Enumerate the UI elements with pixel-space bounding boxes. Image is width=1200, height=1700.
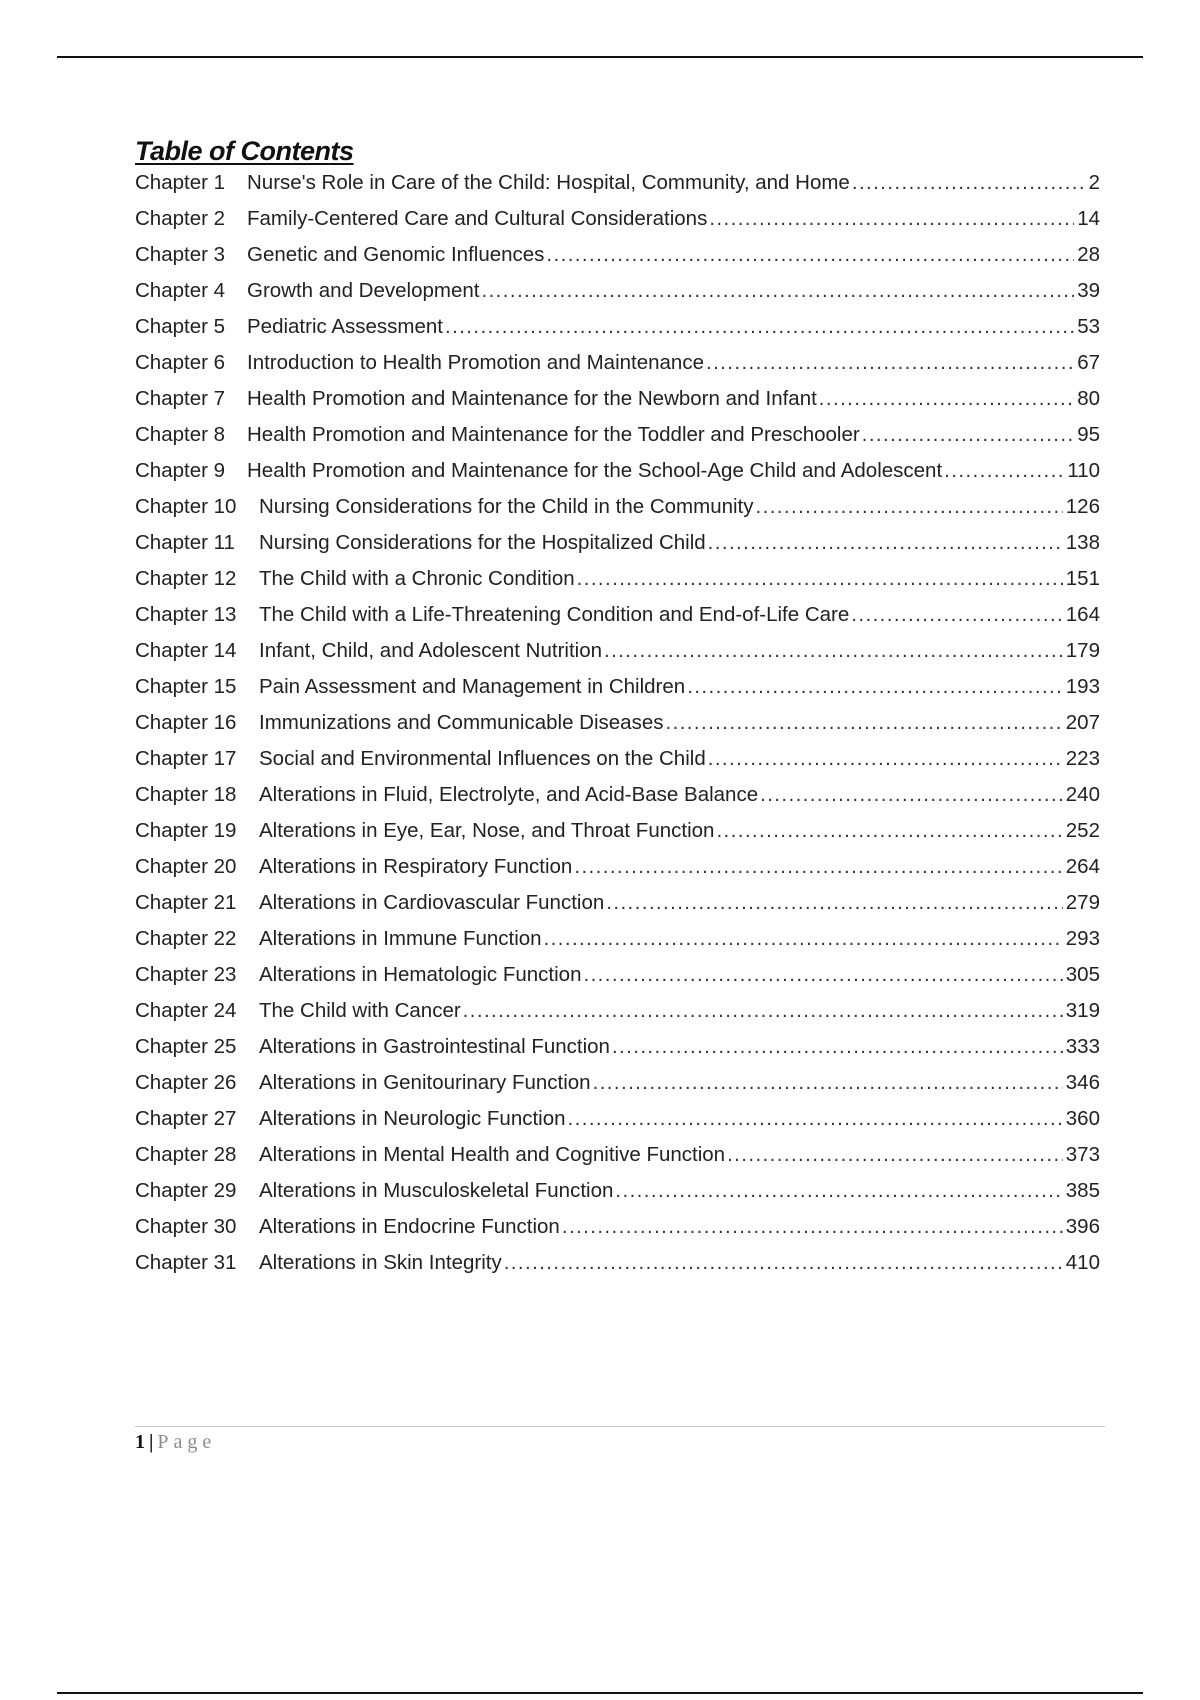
toc-entry[interactable]	[135, 453, 1100, 489]
toc-chapter-number: Chapter 27	[135, 1107, 237, 1130]
toc-page-number: 319	[1065, 999, 1100, 1022]
toc-entry-label	[135, 777, 758, 813]
toc-entry-label	[135, 1173, 613, 1209]
toc-entry-label	[135, 417, 860, 453]
toc-entry-label	[135, 561, 575, 597]
toc-page-number: 193	[1065, 675, 1100, 698]
toc-chapter-number: Chapter 12	[135, 567, 237, 590]
toc-dot-leader	[574, 849, 1062, 885]
toc-entry-label	[135, 489, 754, 525]
toc-entry-label	[135, 957, 581, 993]
toc-entry-label	[135, 1101, 566, 1137]
toc-entry-label	[135, 381, 817, 417]
toc-dot-leader	[481, 273, 1074, 309]
toc-dot-leader	[593, 1065, 1063, 1101]
toc-chapter-number: Chapter 30	[135, 1215, 237, 1238]
toc-dot-leader	[568, 1101, 1063, 1137]
toc-page-number: 164	[1065, 603, 1100, 626]
toc-entry[interactable]	[135, 1209, 1100, 1245]
toc-dot-leader	[546, 237, 1074, 273]
toc-chapter-number: Chapter 1	[135, 171, 226, 194]
toc-chapter-number: Chapter 18	[135, 783, 237, 806]
toc-chapter-number: Chapter 16	[135, 711, 237, 734]
toc-dot-leader	[687, 669, 1063, 705]
toc-page-number: 223	[1065, 747, 1100, 770]
toc-chapter-number: Chapter 24	[135, 999, 237, 1022]
toc-entry[interactable]	[135, 1173, 1100, 1209]
toc-chapter-title: Introduction to Health Promotion and Maintenance	[247, 351, 704, 374]
toc-entry[interactable]	[135, 777, 1100, 813]
toc-chapter-title: The Child with a Chronic Condition	[259, 567, 575, 590]
toc-chapter-title: The Child with a Life-Threatening Condition and End-of-Life Care	[259, 603, 850, 626]
footer-page-word: Page	[157, 1431, 217, 1453]
toc-entry[interactable]	[135, 1245, 1100, 1281]
toc-page-number: 240	[1065, 783, 1100, 806]
toc-entry[interactable]	[135, 993, 1100, 1029]
toc-page-number: 53	[1077, 315, 1100, 338]
toc-page-number: 252	[1065, 819, 1100, 842]
toc-entry[interactable]	[135, 1065, 1100, 1101]
toc-entry[interactable]	[135, 885, 1100, 921]
toc-page-number: 2	[1088, 171, 1100, 194]
toc-entry-label	[135, 1029, 610, 1065]
toc-chapter-number: Chapter 23	[135, 963, 237, 986]
toc-entry-label	[135, 525, 706, 561]
toc-entry-label	[135, 1209, 560, 1245]
toc-dot-leader	[666, 705, 1063, 741]
toc-page-number: 410	[1065, 1251, 1100, 1274]
toc-entry-label	[135, 705, 664, 741]
toc-chapter-number: Chapter 21	[135, 891, 237, 914]
toc-chapter-number: Chapter 29	[135, 1179, 237, 1202]
toc-page-number: 67	[1077, 351, 1100, 374]
toc-entry-label	[135, 741, 706, 777]
toc-entry[interactable]	[135, 561, 1100, 597]
toc-entry-label	[135, 273, 479, 309]
footer-page-number: 1	[135, 1431, 145, 1453]
toc-page-number: 14	[1077, 207, 1100, 230]
toc-chapter-number: Chapter 14	[135, 639, 237, 662]
footer-rule	[135, 1426, 1105, 1427]
toc-chapter-title: Immunizations and Communicable Diseases	[259, 711, 664, 734]
toc-entry[interactable]	[135, 741, 1100, 777]
toc-entry-label	[135, 885, 604, 921]
toc-chapter-title: Alterations in Mental Health and Cognitive Function	[259, 1143, 726, 1166]
toc-dot-leader	[727, 1137, 1063, 1173]
toc-chapter-title: Alterations in Gastrointestinal Function	[259, 1035, 610, 1058]
toc-entry-label	[135, 849, 572, 885]
toc-page-number: 179	[1065, 639, 1100, 662]
toc-entry-label	[135, 237, 544, 273]
toc-entry[interactable]	[135, 669, 1100, 705]
toc-entry-label	[135, 453, 942, 489]
toc-chapter-title: Pediatric Assessment	[247, 315, 443, 338]
toc-entry-label	[135, 1065, 591, 1101]
toc-entry[interactable]	[135, 957, 1100, 993]
toc-chapter-title: Alterations in Immune Function	[259, 927, 542, 950]
toc-chapter-title: Alterations in Skin Integrity	[259, 1251, 502, 1274]
toc-chapter-number: Chapter 15	[135, 675, 237, 698]
toc-chapter-title: Infant, Child, and Adolescent Nutrition	[259, 639, 603, 662]
toc-chapter-title: Nurse's Role in Care of the Child: Hospital, Community, and Home	[247, 171, 850, 194]
toc-chapter-title: Alterations in Endocrine Function	[259, 1215, 560, 1238]
toc-dot-leader	[445, 309, 1074, 345]
toc-dot-leader	[760, 777, 1063, 813]
toc-dot-leader	[544, 921, 1063, 957]
toc-chapter-number: Chapter 26	[135, 1071, 237, 1094]
toc-entry[interactable]	[135, 237, 1100, 273]
footer-separator: |	[149, 1431, 154, 1453]
toc-chapter-title: Alterations in Fluid, Electrolyte, and Acid-Base Balance	[259, 783, 759, 806]
toc-chapter-title: Alterations in Eye, Ear, Nose, and Throat Function	[259, 819, 715, 842]
toc-dot-leader	[852, 165, 1086, 201]
toc-chapter-number: Chapter 7	[135, 387, 226, 410]
toc-entry[interactable]	[135, 597, 1100, 633]
toc-chapter-number: Chapter 31	[135, 1251, 237, 1274]
toc-entry-label	[135, 813, 714, 849]
toc-page-number: 264	[1065, 855, 1100, 878]
toc-entry[interactable]	[135, 309, 1100, 345]
toc-dot-leader	[463, 993, 1063, 1029]
toc-entry[interactable]	[135, 849, 1100, 885]
toc-entry[interactable]	[135, 633, 1100, 669]
toc-entry-label	[135, 309, 443, 345]
toc-entry[interactable]	[135, 165, 1100, 201]
toc-chapter-number: Chapter 5	[135, 315, 226, 338]
toc-page-number: 373	[1065, 1143, 1100, 1166]
toc-dot-leader	[615, 1173, 1062, 1209]
toc-dot-leader	[862, 417, 1074, 453]
toc-chapter-number: Chapter 22	[135, 927, 237, 950]
toc-chapter-number: Chapter 9	[135, 459, 226, 482]
toc-entry[interactable]	[135, 273, 1100, 309]
toc-chapter-title: Pain Assessment and Management in Children	[259, 675, 686, 698]
toc-entry-label	[135, 201, 707, 237]
toc-page-number: 305	[1065, 963, 1100, 986]
toc-chapter-number: Chapter 13	[135, 603, 237, 626]
toc-entry[interactable]	[135, 417, 1100, 453]
toc-dot-leader	[612, 1029, 1063, 1065]
toc-chapter-title: Alterations in Neurologic Function	[259, 1107, 566, 1130]
toc-page-number: 293	[1065, 927, 1100, 950]
toc-chapter-title: Family-Centered Care and Cultural Considerations	[247, 207, 708, 230]
toc-chapter-number: Chapter 10	[135, 495, 237, 518]
toc-entry-label	[135, 993, 461, 1029]
toc-chapter-number: Chapter 11	[135, 531, 235, 554]
toc-chapter-number: Chapter 28	[135, 1143, 237, 1166]
toc-entry[interactable]	[135, 381, 1100, 417]
toc-chapter-title: Alterations in Musculoskeletal Function	[259, 1179, 614, 1202]
toc-page-number: 346	[1065, 1071, 1100, 1094]
toc-chapter-number: Chapter 8	[135, 423, 226, 446]
toc-entry[interactable]	[135, 705, 1100, 741]
page-footer	[135, 1428, 216, 1456]
toc-chapter-number: Chapter 2	[135, 207, 226, 230]
toc-dot-leader	[819, 381, 1074, 417]
toc-entry[interactable]	[135, 921, 1100, 957]
toc-chapter-title: Health Promotion and Maintenance for the Toddler and Preschooler	[247, 423, 860, 446]
toc-page-number: 360	[1065, 1107, 1100, 1130]
toc-page-number: 28	[1077, 243, 1100, 266]
toc-entry[interactable]	[135, 525, 1100, 561]
toc-chapter-title: Alterations in Genitourinary Function	[259, 1071, 591, 1094]
toc-entry[interactable]	[135, 489, 1100, 525]
toc-dot-leader	[944, 453, 1064, 489]
toc-page-number: 110	[1067, 459, 1100, 482]
toc-chapter-number: Chapter 6	[135, 351, 226, 374]
toc-dot-leader	[606, 885, 1063, 921]
header-rule	[57, 56, 1143, 58]
toc-dot-leader	[709, 201, 1074, 237]
toc-chapter-number: Chapter 3	[135, 243, 226, 266]
toc-dot-leader	[708, 525, 1063, 561]
toc-page-number: 39	[1077, 279, 1100, 302]
toc-chapter-title: Social and Environmental Influences on the Child	[259, 747, 706, 770]
toc-chapter-title: Nursing Considerations for the Child in the Community	[259, 495, 754, 518]
toc-page-number: 95	[1077, 423, 1100, 446]
toc-dot-leader	[706, 345, 1074, 381]
toc-dot-leader	[708, 741, 1063, 777]
toc-page-number: 279	[1065, 891, 1100, 914]
toc-chapter-title: Alterations in Hematologic Function	[259, 963, 582, 986]
toc-entry[interactable]	[135, 201, 1100, 237]
toc-list	[135, 165, 1100, 1281]
toc-dot-leader	[504, 1245, 1063, 1281]
toc-chapter-number: Chapter 20	[135, 855, 237, 878]
toc-chapter-title: Genetic and Genomic Influences	[247, 243, 545, 266]
toc-entry[interactable]	[135, 1029, 1100, 1065]
toc-dot-leader	[851, 597, 1063, 633]
toc-entry-label	[135, 345, 704, 381]
toc-chapter-title: Health Promotion and Maintenance for the School-Age Child and Adolescent	[247, 459, 943, 482]
toc-dot-leader	[756, 489, 1063, 525]
toc-page-number: 126	[1065, 495, 1100, 518]
toc-dot-leader	[577, 561, 1063, 597]
toc-dot-leader	[583, 957, 1062, 993]
toc-dot-leader	[716, 813, 1062, 849]
toc-entry-label	[135, 1245, 502, 1281]
toc-entry-label	[135, 1137, 725, 1173]
toc-entry[interactable]	[135, 1137, 1100, 1173]
toc-dot-leader	[604, 633, 1063, 669]
toc-page-number: 333	[1065, 1035, 1100, 1058]
toc-entry-label	[135, 597, 849, 633]
toc-entry[interactable]	[135, 1101, 1100, 1137]
toc-entry[interactable]	[135, 813, 1100, 849]
toc-chapter-number: Chapter 19	[135, 819, 237, 842]
toc-chapter-title: Alterations in Respiratory Function	[259, 855, 573, 878]
toc-chapter-title: Growth and Development	[247, 279, 480, 302]
toc-chapter-title: Nursing Considerations for the Hospitalized Child	[259, 531, 706, 554]
toc-page-number: 138	[1065, 531, 1100, 554]
toc-page-number: 385	[1065, 1179, 1100, 1202]
toc-chapter-number: Chapter 17	[135, 747, 237, 770]
bottom-rule	[57, 1692, 1143, 1694]
toc-title: Table of Contents	[135, 136, 354, 166]
toc-entry-label	[135, 633, 602, 669]
toc-chapter-title: Alterations in Cardiovascular Function	[259, 891, 605, 914]
toc-chapter-number: Chapter 25	[135, 1035, 237, 1058]
toc-entry-label	[135, 921, 542, 957]
toc-entry-label	[135, 669, 685, 705]
toc-chapter-title: Health Promotion and Maintenance for the Newborn and Infant	[247, 387, 817, 410]
toc-page-number: 396	[1065, 1215, 1100, 1238]
toc-page-number: 151	[1065, 567, 1100, 590]
toc-entry[interactable]	[135, 345, 1100, 381]
toc-chapter-title: The Child with Cancer	[259, 999, 461, 1022]
toc-chapter-number: Chapter 4	[135, 279, 226, 302]
toc-dot-leader	[562, 1209, 1063, 1245]
toc-page-number: 80	[1077, 387, 1100, 410]
toc-page-number: 207	[1065, 711, 1100, 734]
toc-entry-label	[135, 165, 850, 201]
